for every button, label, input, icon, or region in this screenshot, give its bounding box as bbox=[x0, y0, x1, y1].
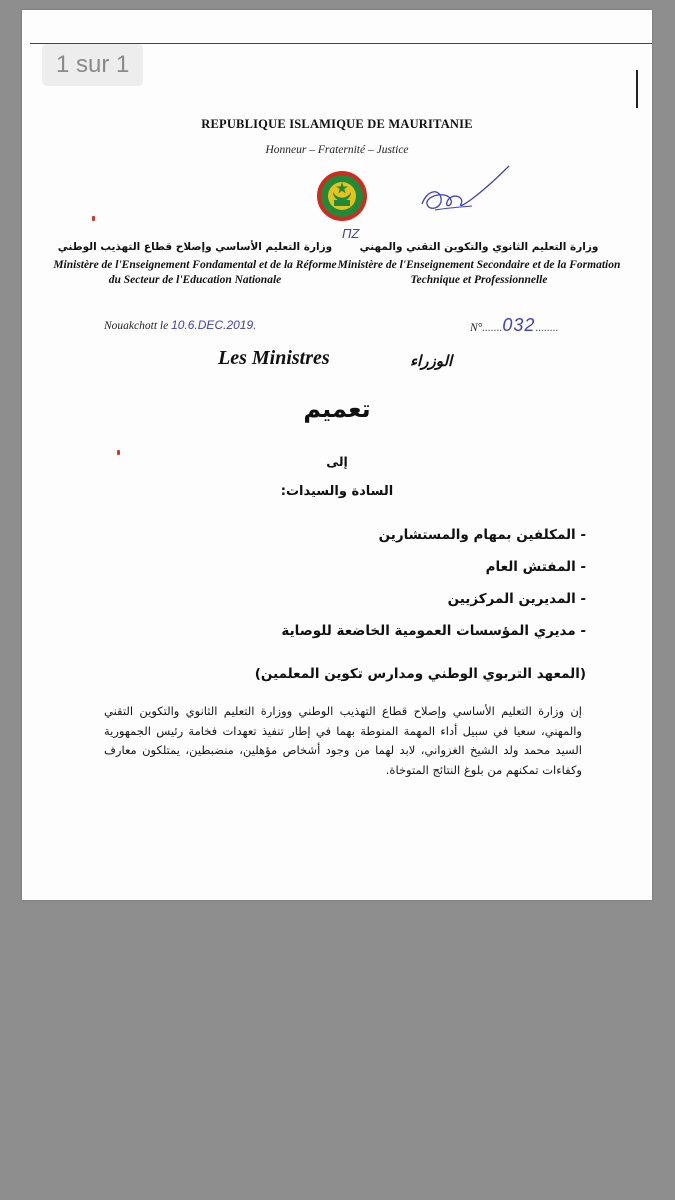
document-page bbox=[22, 10, 652, 900]
number-dots: ........ bbox=[535, 322, 559, 334]
ministry-left-french: Ministère de l'Enseignement Fondamental et de la Réforme du Secteur de l'Education Nationale bbox=[53, 259, 337, 286]
ministry-left bbox=[50, 238, 340, 288]
country-title: REPUBLIQUE ISLAMIQUE DE MAURITANIE bbox=[201, 117, 473, 131]
list-item: - مديري المؤسسات العمومية الخاضعة للوصاية bbox=[281, 623, 586, 639]
place-date bbox=[104, 318, 256, 332]
page-counter-badge: 1 sur 1 bbox=[42, 44, 143, 86]
institutes-note: (المعهد التربوي الوطني ومدارس تكوين المعلمين) bbox=[254, 666, 586, 682]
ministers-french: Les Ministres bbox=[218, 347, 330, 369]
place-label: Nouakchott le bbox=[104, 320, 169, 332]
addressees-label: السادة والسيدات: bbox=[280, 484, 394, 499]
body-paragraph: إن وزارة التعليم الأساسي وإصلاح قطاع التهذيب الوطني ووزارة التعليم الثانوي والتكوين التقني والمهني، سعيا في سبيل أداء المهمة المنوطة بهما في إطار تنفيذ تعهدات فخامة رئيس الجمهورية السيد محمد ولد الشيخ الغزواني، لابد لهما من وجود أشخاص مؤهلين، منضبطين، يمتلكون معارف وكفاءات تمكنهم من بلوغ النتائج المتوخاة. bbox=[104, 704, 582, 777]
ink-note: ΠZ bbox=[342, 226, 360, 241]
national-seal-icon bbox=[316, 170, 368, 222]
number-value: 032 bbox=[502, 315, 536, 335]
list-item: - المكلفين بمهام والمستشارين bbox=[378, 527, 586, 543]
motto: Honneur – Fraternité – Justice bbox=[265, 144, 409, 156]
number-label: N° bbox=[470, 322, 483, 334]
ministry-right-french: Ministère de l'Enseignement Secondaire et de la Formation Technique et Professionnelle bbox=[337, 259, 621, 286]
edge-mark bbox=[636, 70, 638, 108]
ministry-left-arabic: وزارة التعليم الأساسي وإصلاح قطاع التهذيب الوطني bbox=[57, 241, 333, 253]
list-item: - المديرين المركزيين bbox=[447, 591, 586, 607]
handwritten-signature bbox=[417, 160, 517, 222]
list-item: - المفتش العام bbox=[485, 559, 586, 575]
recipients-list bbox=[281, 522, 586, 650]
ministry-right bbox=[334, 238, 624, 288]
date-value: 10.6.DEC.2019. bbox=[171, 318, 257, 332]
ministers-arabic: الوزراء bbox=[410, 352, 453, 370]
document-title: تعميم bbox=[303, 395, 371, 423]
to-label: إلى bbox=[326, 454, 348, 469]
number-dots: ....... bbox=[482, 322, 503, 334]
ministry-right-arabic: وزارة التعليم الثانوي والتكوين التقني والمهني bbox=[359, 241, 599, 253]
reference-number bbox=[470, 315, 558, 336]
red-mark bbox=[92, 216, 95, 221]
